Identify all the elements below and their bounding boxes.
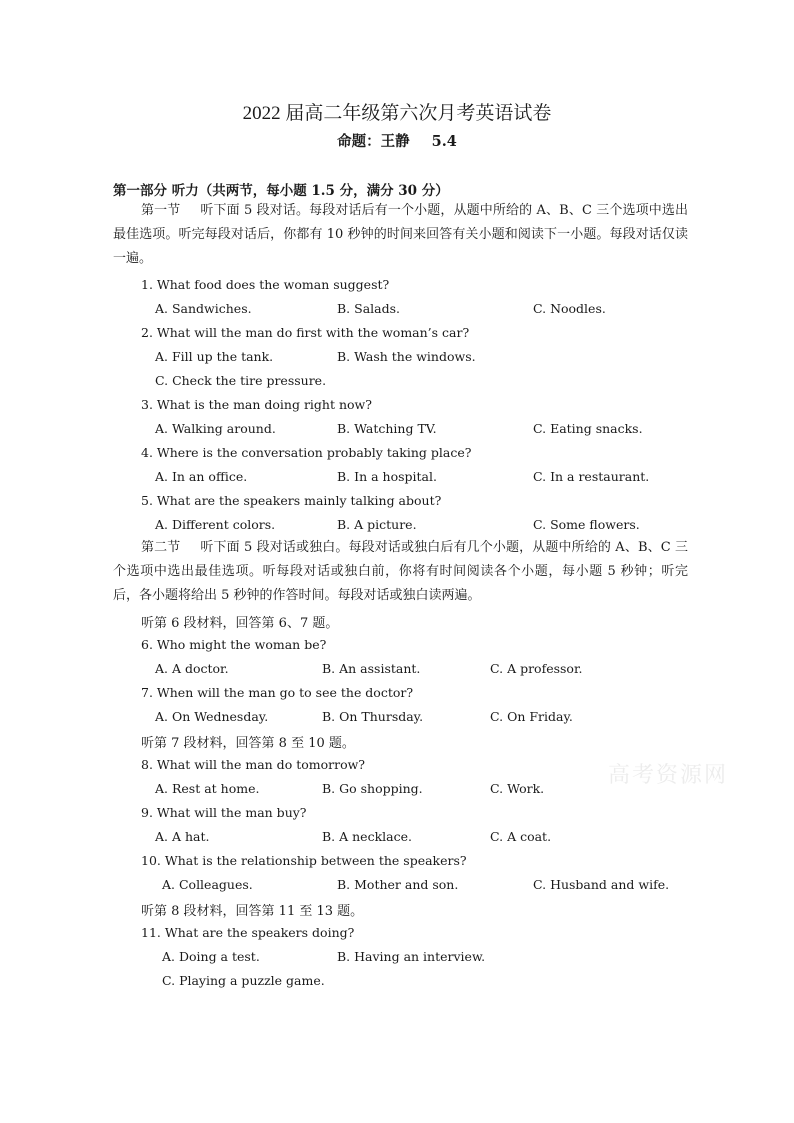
- page-title: 2022 届高二年级第六次月考英语试卷: [242, 103, 552, 124]
- option-a: A. Walking around.: [155, 421, 276, 436]
- part1-heading: 第一部分 听力（共两节，每小题 1.5 分，满分 30 分）: [113, 183, 449, 199]
- option-c: C. Some flowers.: [533, 517, 640, 532]
- option-c: C. Husband and wife.: [533, 877, 670, 892]
- option-c: C. In a restaurant.: [533, 469, 650, 484]
- section1-name: 第一节: [141, 203, 181, 218]
- section2-name: 第二节: [141, 540, 181, 555]
- question-9-options: [0, 829, 794, 849]
- option-b: B. On Thursday.: [322, 709, 424, 724]
- watermark: 高考资源网: [608, 763, 729, 788]
- question-2-options: [0, 349, 794, 369]
- section2-instructions: [113, 536, 688, 608]
- option-a: A. Sandwiches.: [155, 301, 252, 316]
- page-subtitle: [0, 130, 794, 151]
- option-a: A. In an office.: [155, 469, 248, 484]
- material-6-heading: 听第 6 段材料，回答第 6、7 题。: [141, 616, 339, 631]
- option-c: C. Eating snacks.: [533, 421, 643, 436]
- question-3: 3. What is the man doing right now?: [141, 397, 372, 412]
- option-a: A. Rest at home.: [155, 781, 260, 796]
- option-b: B. A picture.: [337, 517, 417, 532]
- option-c: C. On Friday.: [490, 709, 573, 724]
- option-c: C. Noodles.: [533, 301, 606, 316]
- question-7-options: [0, 709, 794, 729]
- question-11-options-row2: [0, 973, 794, 993]
- question-6: 6. Who might the woman be?: [141, 637, 327, 652]
- option-b: B. An assistant.: [322, 661, 421, 676]
- question-5-options: [0, 517, 794, 537]
- question-5: 5. What are the speakers mainly talking about?: [141, 493, 442, 508]
- option-c: C. Work.: [490, 781, 545, 796]
- section1-instructions: [113, 199, 688, 271]
- option-b: B. Wash the windows.: [337, 349, 476, 364]
- question-8: 8. What will the man do tomorrow?: [141, 757, 365, 772]
- question-9: 9. What will the man buy?: [141, 805, 307, 820]
- question-4: 4. Where is the conversation probably taking place?: [141, 445, 472, 460]
- option-b: B. Watching TV.: [337, 421, 437, 436]
- material-8-heading: 听第 8 段材料，回答第 11 至 13 题。: [141, 904, 364, 919]
- question-6-options: [0, 661, 794, 681]
- option-a: A. Doing a test.: [162, 949, 260, 964]
- option-b: B. Go shopping.: [322, 781, 423, 796]
- question-3-options: [0, 421, 794, 441]
- option-b: B. Salads.: [337, 301, 400, 316]
- option-c: C. A coat.: [490, 829, 552, 844]
- option-a: A. Different colors.: [155, 517, 276, 532]
- question-10-options: [0, 877, 794, 897]
- question-4-options: [0, 469, 794, 489]
- date-label: 5.4: [431, 133, 457, 150]
- question-7: 7. When will the man go to see the doctor?: [141, 685, 414, 700]
- question-1: 1. What food does the woman suggest?: [141, 277, 390, 292]
- question-11-options: [0, 949, 794, 969]
- section1-text: 听下面 5 段对话。每段对话后有一个小题，从题中所给的 A、B、C 三个选项中选出最佳选项。听完每段对话后，你都有 10 秒钟的时间来回答有关小题和阅读下一小题。每段对话仅读一遍。: [113, 203, 688, 266]
- option-b: B. A necklace.: [322, 829, 412, 844]
- option-a: A. Fill up the tank.: [155, 349, 274, 364]
- option-a: A. Colleagues.: [162, 877, 253, 892]
- material-7-heading: 听第 7 段材料，回答第 8 至 10 题。: [141, 736, 355, 751]
- question-2-options-row2: [0, 373, 794, 393]
- section2-text: 听下面 5 段对话或独白。每段对话或独白后有几个小题，从题中所给的 A、B、C 三个选项中选出最佳选项。听每段对话或独白前，你将有时间阅读各个小题，每小题 5 秒钟；听完后，各小题将给出 5 秒钟的作答时间。每段对话或独白读两遍。: [113, 540, 688, 603]
- option-b: B. Having an interview.: [337, 949, 486, 964]
- question-1-options: [0, 301, 794, 321]
- option-b: B. In a hospital.: [337, 469, 437, 484]
- option-a: A. A hat.: [155, 829, 210, 844]
- option-c: C. A professor.: [490, 661, 583, 676]
- question-10: 10. What is the relationship between the speakers?: [141, 853, 467, 868]
- option-a: A. On Wednesday.: [155, 709, 269, 724]
- option-b: B. Mother and son.: [337, 877, 459, 892]
- option-c: C. Check the tire pressure.: [155, 373, 327, 388]
- author-label: 命题：王静: [337, 133, 410, 150]
- option-a: A. A doctor.: [155, 661, 229, 676]
- option-c: C. Playing a puzzle game.: [162, 973, 325, 988]
- question-11: 11. What are the speakers doing?: [141, 925, 355, 940]
- question-2: 2. What will the man do first with the woman’s car?: [141, 325, 470, 340]
